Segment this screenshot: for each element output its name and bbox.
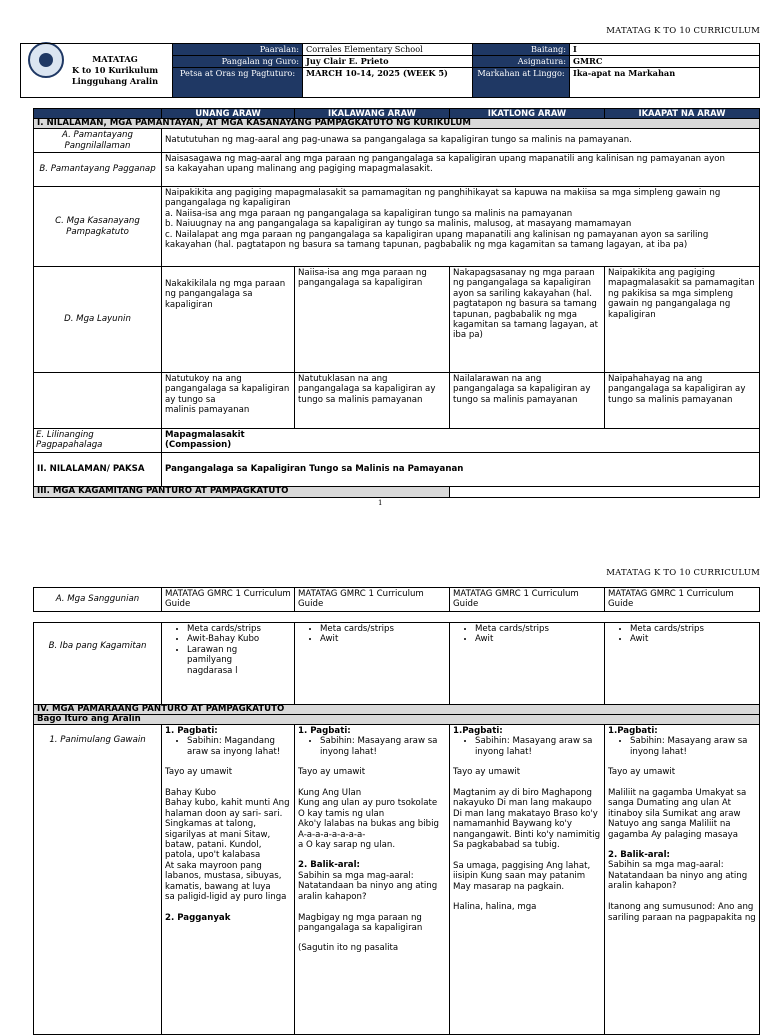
layunin-day1: Nakakikilala ng mga paraan ng pangangalaga sa kapaligiran xyxy=(162,267,295,373)
page-number: 1 xyxy=(378,499,383,507)
curriculum-label-2: MATATAG K TO 10 CURRICULUM xyxy=(606,568,760,578)
sanggunian-day4: MATATAG GMRC 1 Curriculum Guide xyxy=(605,588,760,612)
paaralan-label: Paaralan: xyxy=(173,44,303,56)
markahan-label: Markahan at Linggo: xyxy=(473,68,570,98)
list-item: • Awit-Bahay Kubo xyxy=(187,634,291,644)
section-4-heading: IV. MGA PAMARAANG PANTURO AT PAMPAGKATUTO xyxy=(34,705,760,715)
kasanayang-label: C. Mga Kasanayang Pampagkatuto xyxy=(34,187,162,267)
kasanayang-text: Naipakikita ang pagiging mapagmalasakit sa pamamagitan ng panghihikayat sa kapuwa na makiisa sa mga simpleng gawain ng pangangalaga ng kapaligiran a. Naiisa-isa ang mga paraan ng pangangalaga sa kapaligiran tungo sa malinis na pamayanan b. Naiuugnay na ang pangangalaga sa kapaligiran ay tungo sa malinis, malusog, at masayang mamamayan c. Nailalapat ang mga paraan ng pangangalaga sa kapaligiran upang mapanatili ang kalinisan ng pamayanan ayon sa sariling kakayahan (hal. pagtatapon ng basura sa tamang tapunan, pagbabalik ng mga kagamitan sa tamang lagayan, at iba pa) xyxy=(162,187,760,267)
section-1-heading: I. NILALAMAN, MGA PAMANTAYAN, AT MGA KASANAYANG PAMPAGKATUTO NG KURIKULUM xyxy=(34,119,760,129)
asignatura-label: Asignatura: xyxy=(473,56,570,68)
day-header-2: IKALAWANG ARAW xyxy=(295,109,450,119)
header-title xyxy=(21,44,173,98)
list-item: • Awit xyxy=(475,634,601,644)
asignatura-value: GMRC xyxy=(570,56,760,68)
header-title-line-1: MATATAG xyxy=(92,54,138,64)
layunin2-day2: Natutuklasan na ang pangangalaga sa kapaligiran ay tungo sa malinis pamayanan xyxy=(295,373,450,429)
sanggunian-table xyxy=(33,587,760,612)
header-table xyxy=(20,43,760,98)
pamantayang-pagganap-label: B. Pamantayang Pagganap xyxy=(34,153,162,187)
header-title-line-2: K to 10 Kurikulum xyxy=(72,65,158,75)
iba-pang-day4 xyxy=(605,623,760,705)
panimulang-label: 1. Panimulang Gawain xyxy=(34,725,162,1035)
layunin-label: D. Mga Layunin xyxy=(34,267,162,373)
layunin2-day3: Nailalarawan na ang pangangalaga sa kapaligiran ay tungo sa malinis pamayanan xyxy=(450,373,605,429)
markahan-value: Ika-apat na Markahan xyxy=(570,68,760,98)
list-item: • Awit xyxy=(630,634,756,644)
sanggunian-day3: MATATAG GMRC 1 Curriculum Guide xyxy=(450,588,605,612)
baitang-value: I xyxy=(570,44,760,56)
guro-label: Pangalan ng Guro: xyxy=(173,56,303,68)
bago-ituro-heading: Bago Ituro ang Aralin xyxy=(34,715,760,725)
petsa-label: Petsa at Oras ng Pagtuturo: xyxy=(173,68,303,98)
pamantayang-pangnilalaman-text: Natututuhan ng mag-aaral ang pag-unawa sa pangangalaga sa kapaligiran tungo sa malinis na pamayanan. xyxy=(162,129,760,153)
iba-pang-day2 xyxy=(295,623,450,705)
list-item: • Larawan ng pamilyang nagdarasa l xyxy=(187,645,247,676)
panimulang-day3: 1.Pagbati: • Sabihin: Masayang araw sa inyong lahat! Tayo ay umawit Magtanim ay di biro Maghapong nakayuko Di man lang makaupo Di man lang makatayo Braso ko'y namamanhid Baywang ko'y nangangawit. Binti ko'y namimitig Sa pagkababad sa tubig. Sa umaga, paggising Ang lahat, iisipin Kung saan may patanim May masarap na pagkain. Halina, halina, mga xyxy=(450,725,605,1035)
page-1 xyxy=(0,0,768,512)
curriculum-label: MATATAG K TO 10 CURRICULUM xyxy=(606,26,760,36)
list-item: • Meta cards/strips xyxy=(187,624,291,634)
pamantayang-pagganap-text: Naisasagawa ng mag-aaral ang mga paraan ng pangangalaga sa kapaligiran upang mapanatili ang kalinisan ng pamayanan ayon sa kakayahan upang malinang ang pagiging mapagmalasakit. xyxy=(162,153,760,187)
day-header-4: IKAAPAT NA ARAW xyxy=(605,109,760,119)
lilinanging-text: Mapagmalasakit (Compassion) xyxy=(162,429,760,453)
guro-value: Juy Clair E. Prieto xyxy=(303,56,473,68)
list-item: • Meta cards/strips xyxy=(630,624,756,634)
list-item: • Meta cards/strips xyxy=(475,624,601,634)
header-title-line-3: Lingguhang Aralin xyxy=(71,76,159,86)
sanggunian-day2: MATATAG GMRC 1 Curriculum Guide xyxy=(295,588,450,612)
panimulang-day2: 1. Pagbati: • Sabihin: Masayang araw sa inyong lahat! Tayo ay umawit Kung Ang Ulan Kung ang ulan ay puro tsokolate O kay tamis ng ulan Ako'y lalabas na bukas ang bibig A-a-a-a-a-a-a-a- a O kay sarap ng ulan. 2. Balik-aral: Sabihin sa mga mag-aaral: Natatandaan ba ninyo ang ating aralin kahapon? Magbigay ng mga paraan ng pangangalaga sa kapaligiran (Sagutin ito ng pasalita xyxy=(295,725,450,1035)
nilalaman-text: Pangangalaga sa Kapaligiran Tungo sa Malinis na Pamayanan xyxy=(162,453,760,487)
list-item: • Meta cards/strips xyxy=(320,624,446,634)
iba-pang-day1 xyxy=(162,623,295,705)
day-header-1: UNANG ARAW xyxy=(162,109,295,119)
petsa-value: MARCH 10-14, 2025 (WEEK 5) xyxy=(303,68,473,98)
pamantayang-pangnilalaman-label: A. Pamantayang Pangnilallaman xyxy=(34,129,162,153)
paaralan-value: Corrales Elementary School xyxy=(303,44,473,56)
nilalaman-label: II. NILALAMAN/ PAKSA xyxy=(34,453,162,487)
layunin-day2: Naiisa-isa ang mga paraan ng pangangalaga sa kapaligiran xyxy=(295,267,450,373)
baitang-label: Baitang: xyxy=(473,44,570,56)
section-3-heading: III. MGA KAGAMITANG PANTURO AT PAMPAGKATUTO xyxy=(34,487,450,498)
layunin2-day1: Natutukoy na ang pangangalaga sa kapaligiran ay tungo sa malinis pamayanan xyxy=(162,373,295,429)
layunin-day4: Naipakikita ang pagiging mapagmalasakit sa pamamagitan ng pakikisa sa mga simpleng gawain ng pangangalaga ng kapaligiran xyxy=(605,267,760,373)
list-item: • Awit xyxy=(320,634,446,644)
sanggunian-label: A. Mga Sanggunian xyxy=(34,588,162,612)
lesson-table-1 xyxy=(33,108,760,498)
layunin-day3: Nakapagsasanay ng mga paraan ng pangangalaga sa kapaligiran ayon sa sariling kakayahan (hal. pagtatapon ng basura sa tamang tapunan, pagbabalik ng mga kagamitan sa tamang lagayan, at iba pa) xyxy=(450,267,605,373)
lesson-table-2 xyxy=(33,622,760,1035)
iba-pang-label: B. Iba pang Kagamitan xyxy=(34,623,162,705)
sanggunian-day1: MATATAG GMRC 1 Curriculum Guide xyxy=(162,588,295,612)
layunin2-day4: Naipahahayag na ang pangangalaga sa kapaligiran ay tungo sa malinis pamayanan xyxy=(605,373,760,429)
lilinanging-label: E. Lilinanging Pagpapahalaga xyxy=(34,429,162,453)
page-2 xyxy=(0,512,768,1024)
iba-pang-day3 xyxy=(450,623,605,705)
panimulang-day1: 1. Pagbati: • Sabihin: Magandang araw sa inyong lahat! Tayo ay umawit Bahay Kubo Bahay kubo, kahit munti Ang halaman doon ay sari- sari. Singkamas at talong, sigarilyas at mani Sitaw, bataw, patani. Kundol, patola, upo't kalabasa At saka mayroon pang labanos, mustasa, sibuyas, kamatis, bawang at luya sa paligid-ligid ay puro linga 2. Pagganyak xyxy=(162,725,295,1035)
panimulang-day4: 1.Pagbati: • Sabihin: Masayang araw sa inyong lahat! Tayo ay umawit Maliliit na gagamba Umakyat sa sanga Dumating ang ulan At itinaboy sila Sumikat ang araw Natuyo ang sanga Maliliit na gagamba Ay palaging masaya 2. Balik-aral: Sabihin sa mga mag-aaral: Natatandaan ba ninyo ang ating aralin kahapon? Itanong ang sumusunod: Ano ang sariling paraan na pagpapakita ng xyxy=(605,725,760,1035)
day-header-3: IKATLONG ARAW xyxy=(450,109,605,119)
